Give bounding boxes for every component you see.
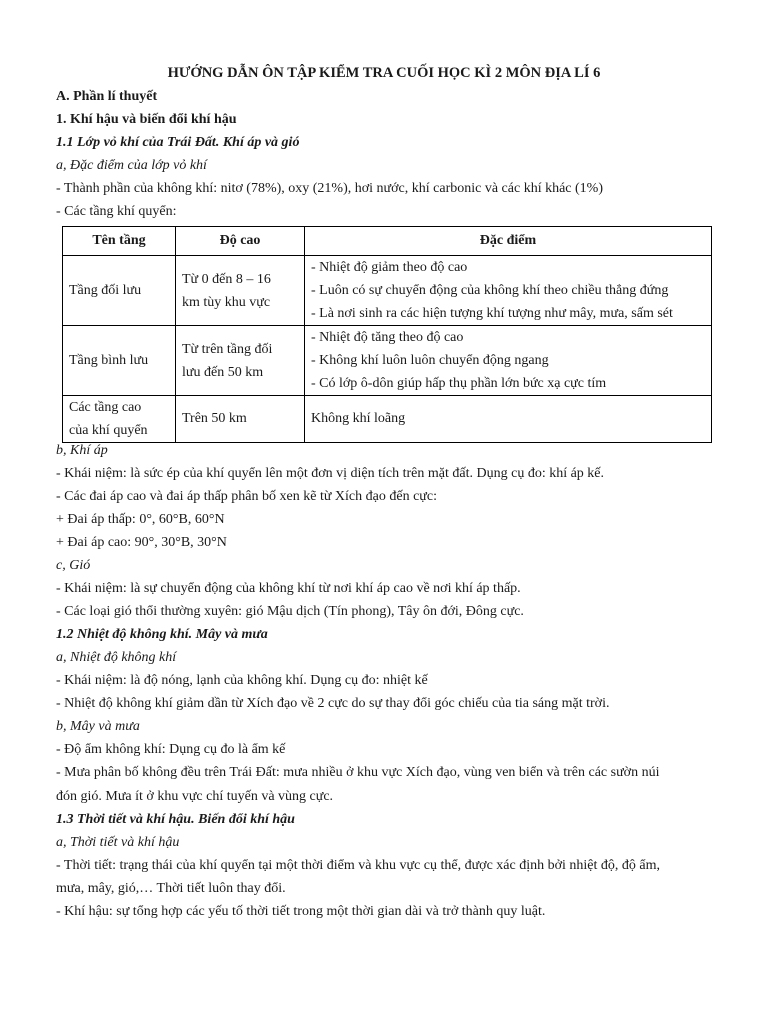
atmosphere-layers-table	[62, 226, 712, 443]
item-b-heading: b, Khí áp	[56, 443, 108, 458]
body-line: - Thời tiết: trạng thái của khí quyển tại một thời điểm và khu vực cụ thể, được xác định bởi nhiệt độ, độ ẩm,	[56, 858, 661, 873]
layer-features-cell	[305, 326, 712, 396]
body-line: - Mưa phân bố không đều trên Trái Đất: mưa nhiều ở khu vực Xích đạo, vùng ven biển và trên các sườn núi	[56, 765, 660, 780]
layer-name-cell: Tầng bình lưu	[63, 326, 176, 396]
body-line: - Nhiệt độ không khí giảm dần từ Xích đạo về 2 cực do sự thay đổi góc chiếu của tia sáng mặt trời.	[56, 696, 610, 711]
table-header-row	[63, 227, 712, 256]
document-title: HƯỚNG DẪN ÔN TẬP KIỂM TRA CUỐI HỌC KÌ 2 MÔN ĐỊA LÍ 6	[167, 65, 601, 81]
height-line: Từ trên tầng đối	[182, 341, 273, 357]
part-a-heading: A. Phần lí thuyết	[56, 89, 158, 104]
layer-height-cell: Trên 50 km	[176, 396, 305, 443]
layers-line: - Các tầng khí quyển:	[56, 204, 177, 219]
table-row	[63, 396, 712, 443]
feature-line: - Nhiệt độ tăng theo độ cao	[311, 330, 464, 345]
feature-line: - Là nơi sinh ra các hiện tượng khí tượng như mây, mưa, sấm sét	[311, 306, 673, 321]
subsection-1-2-heading: 1.2 Nhiệt độ không khí. Mây và mưa	[56, 627, 268, 642]
feature-line: - Nhiệt độ giảm theo độ cao	[311, 260, 468, 275]
height-line: Từ 0 đến 8 – 16	[182, 271, 271, 287]
item-a-heading: a, Đặc điểm của lớp vỏ khí	[56, 158, 207, 173]
body-line: - Khái niệm: là độ nóng, lạnh của không khí. Dụng cụ đo: nhiệt kế	[56, 673, 428, 688]
body-line: - Khái niệm: là sức ép của khí quyển lên một đơn vị diện tích trên mặt đất. Dụng cụ đo: khí áp kế.	[56, 466, 605, 481]
height-line: km tùy khu vực	[182, 294, 271, 310]
body-line: mưa, mây, gió,… Thời tiết luôn thay đổi.	[56, 881, 286, 896]
item-c-heading: c, Gió	[56, 558, 91, 573]
layer-height-cell	[176, 326, 305, 396]
feature-line: - Có lớp ô-dôn giúp hấp thụ phần lớn bức xạ cực tím	[311, 376, 607, 391]
feature-line: - Không khí luôn luôn chuyển động ngang	[311, 353, 549, 368]
body-line: - Khái niệm: là sự chuyển động của không khí từ nơi khí áp cao về nơi khí áp thấp.	[56, 581, 521, 596]
layer-features-cell: Không khí loãng	[305, 396, 712, 443]
composition-line: - Thành phần của không khí: nitơ (78%), oxy (21%), hơi nước, khí carbonic và các khí khác (1%)	[56, 181, 603, 196]
table-header: Tên tầng	[63, 227, 176, 256]
body-line: đón gió. Mưa ít ở khu vực chí tuyến và vùng cực.	[56, 789, 334, 804]
name-line: Các tầng cao	[69, 400, 142, 415]
body-line: - Các đai áp cao và đai áp thấp phân bố xen kẽ từ Xích đạo đến cực:	[56, 489, 437, 504]
layer-features-cell	[305, 256, 712, 326]
layer-height-cell	[176, 256, 305, 326]
section-1-heading: 1. Khí hậu và biến đổi khí hậu	[56, 112, 237, 127]
layer-name-cell: Tầng đối lưu	[63, 256, 176, 326]
body-line: + Đai áp cao: 90°, 30°B, 30°N	[56, 535, 227, 550]
table-row	[63, 256, 712, 326]
item-a-heading: a, Thời tiết và khí hậu	[56, 835, 180, 850]
table-header: Đặc điểm	[305, 227, 712, 256]
feature-line: - Luôn có sự chuyển động của không khí theo chiều thẳng đứng	[311, 283, 669, 298]
layer-name-cell	[63, 396, 176, 443]
body-line: + Đai áp thấp: 0°, 60°B, 60°N	[56, 512, 225, 527]
subsection-1-1-heading: 1.1 Lớp vỏ khí của Trái Đất. Khí áp và gió	[56, 135, 300, 150]
subsection-1-3-heading: 1.3 Thời tiết và khí hậu. Biến đổi khí hậu	[56, 812, 295, 827]
item-a-heading: a, Nhiệt độ không khí	[56, 650, 177, 665]
body-line: - Khí hậu: sự tổng hợp các yếu tố thời tiết trong một thời gian dài và trở thành quy luật.	[56, 904, 546, 919]
item-b-heading: b, Mây và mưa	[56, 719, 140, 734]
body-line: - Các loại gió thổi thường xuyên: gió Mậu dịch (Tín phong), Tây ôn đới, Đông cực.	[56, 604, 524, 619]
name-line: của khí quyển	[69, 423, 148, 438]
body-line: - Độ ẩm không khí: Dụng cụ đo là ẩm kế	[56, 742, 286, 757]
table-row	[63, 326, 712, 396]
table-header: Độ cao	[176, 227, 305, 256]
height-line: lưu đến 50 km	[182, 364, 264, 380]
